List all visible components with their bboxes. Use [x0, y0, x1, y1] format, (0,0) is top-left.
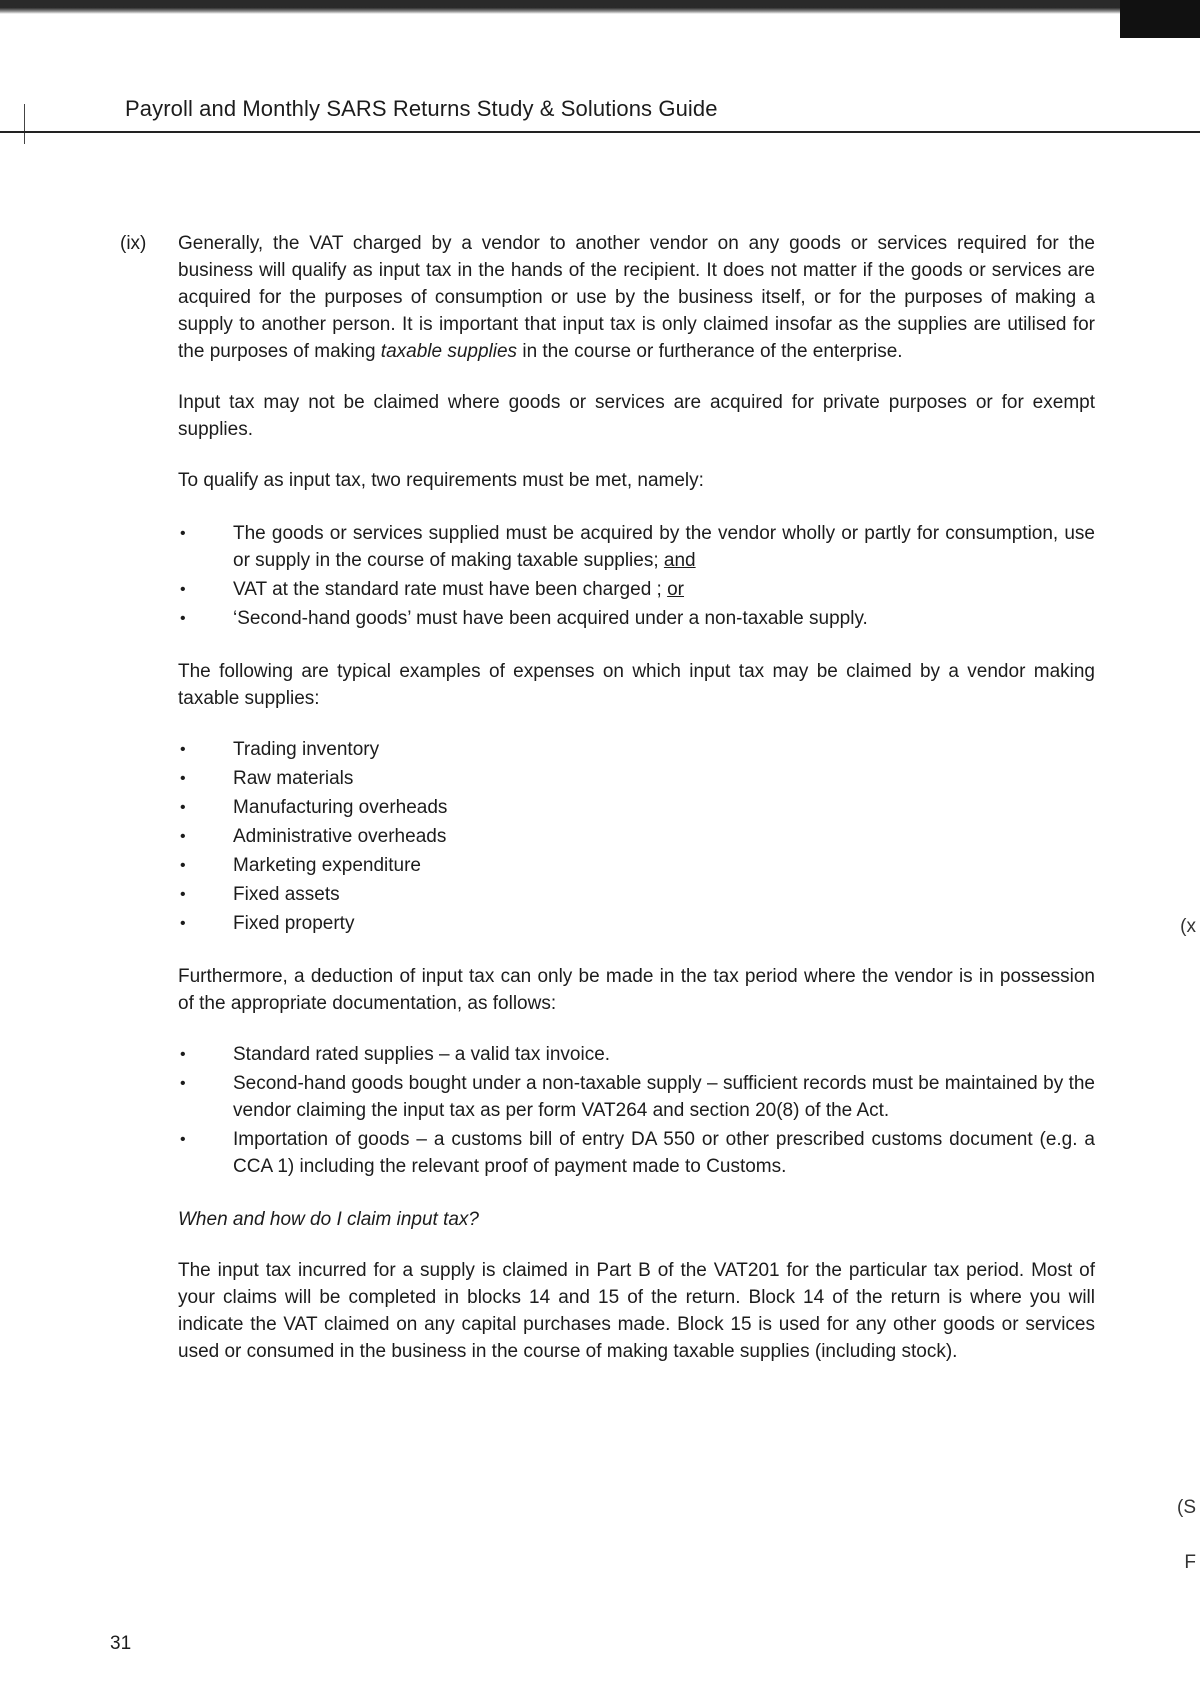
documentation-text: Standard rated supplies – a valid tax invoice.	[233, 1044, 611, 1065]
example-text: Fixed assets	[233, 884, 340, 905]
documentation-intro: Furthermore, a deduction of input tax can only be made in the tax period where the vendor is in possession of the appropriate documentation, as follows:	[178, 966, 1095, 1014]
list-item	[178, 852, 1095, 879]
bullet-icon: •	[180, 581, 186, 598]
section-number: (ix)	[120, 233, 147, 254]
intro-paragraph	[178, 230, 1095, 365]
header-divider	[0, 131, 1200, 133]
intro-text-after: in the course or furtherance of the enterprise.	[517, 341, 903, 362]
scan-margin-mark	[24, 104, 25, 144]
bullet-icon: •	[180, 525, 186, 542]
list-item	[178, 765, 1095, 792]
list-item	[178, 1070, 1095, 1124]
examples-list	[178, 736, 1095, 937]
list-item	[178, 736, 1095, 763]
example-text: Fixed property	[233, 913, 355, 934]
edge-fragment: (x	[1180, 916, 1196, 937]
list-item	[178, 823, 1095, 850]
list-item	[178, 1126, 1095, 1180]
requirements-intro: To qualify as input tax, two requirements must be met, namely:	[178, 470, 704, 491]
intro-italic-term: taxable supplies	[380, 341, 518, 362]
examples-intro: The following are typical examples of expenses on which input tax may be claimed by a vendor making taxable supplies:	[178, 661, 1095, 709]
scan-corner-shadow	[1120, 0, 1200, 38]
requirements-list	[178, 520, 1095, 632]
bullet-icon: •	[180, 1131, 186, 1148]
bullet-icon: •	[180, 1075, 186, 1092]
requirement-text: The goods or services supplied must be acquired by the vendor wholly or partly for consumption, use or supply in the course of making taxable supplies;	[233, 523, 1095, 571]
requirement-text: ‘Second-hand goods’ must have been acquired under a non-taxable supply.	[233, 608, 868, 629]
intro-text-before: Generally, the VAT charged by a vendor to another vendor on any goods or services required for the business will qualify as input tax in the hands of the recipient. It does not matter if the goods or services are acquired for the purposes of consumption or use by the business itself, or for the purposes of making a supply to another person. It is important that input tax is only claimed insofar as the supplies are utilised for the purposes of making	[178, 233, 1095, 362]
list-item	[178, 1041, 1095, 1068]
example-text: Raw materials	[233, 768, 354, 789]
bullet-icon: •	[180, 915, 186, 932]
bullet-icon: •	[180, 1046, 186, 1063]
requirement-conjunction: and	[663, 550, 696, 571]
bullet-icon: •	[180, 828, 186, 845]
list-item	[178, 794, 1095, 821]
scan-top-edge	[0, 0, 1200, 14]
example-text: Marketing expenditure	[233, 855, 421, 876]
section-body	[178, 230, 1095, 1389]
bullet-icon: •	[180, 857, 186, 874]
list-item	[178, 910, 1095, 937]
list-item	[178, 520, 1095, 574]
documentation-list	[178, 1041, 1095, 1180]
requirement-conjunction: or	[667, 579, 685, 600]
requirement-text: VAT at the standard rate must have been charged ;	[233, 579, 668, 600]
bullet-icon: •	[180, 741, 186, 758]
example-text: Manufacturing overheads	[233, 797, 448, 818]
bullet-icon: •	[180, 610, 186, 627]
list-item	[178, 576, 1095, 603]
claim-paragraph: The input tax incurred for a supply is claimed in Part B of the VAT201 for the particular tax period. Most of your claims will be completed in blocks 14 and 15 of the return. Block 14 of the return is where you will indicate the VAT claimed on any capital purchases made. Block 15 is used for any other goods or services used or consumed in the business in the course of making taxable supplies (including stock).	[178, 1260, 1095, 1362]
documentation-text: Importation of goods – a customs bill of entry DA 550 or other prescribed customs document (e.g. a CCA 1) including the relevant proof of payment made to Customs.	[233, 1129, 1095, 1177]
bullet-icon: •	[180, 770, 186, 787]
edge-fragment: (S	[1177, 1497, 1196, 1518]
page-number: 31	[110, 1633, 132, 1654]
documentation-text: Second-hand goods bought under a non-taxable supply – sufficient records must be maintained by the vendor claiming the input tax as per form VAT264 and section 20(8) of the Act.	[233, 1073, 1095, 1121]
example-text: Trading inventory	[233, 739, 380, 760]
example-text: Administrative overheads	[233, 826, 447, 847]
claim-heading: When and how do I claim input tax?	[178, 1209, 480, 1230]
list-item	[178, 881, 1095, 908]
page-content	[120, 230, 1095, 1389]
page-header-title: Payroll and Monthly SARS Returns Study & Solutions Guide	[125, 96, 718, 121]
edge-fragment: F	[1184, 1552, 1196, 1573]
list-item	[178, 605, 1095, 632]
not-claimed-paragraph: Input tax may not be claimed where goods or services are acquired for private purposes or for exempt supplies.	[178, 392, 1095, 440]
bullet-icon: •	[180, 799, 186, 816]
section-ix	[120, 230, 1095, 1389]
bullet-icon: •	[180, 886, 186, 903]
